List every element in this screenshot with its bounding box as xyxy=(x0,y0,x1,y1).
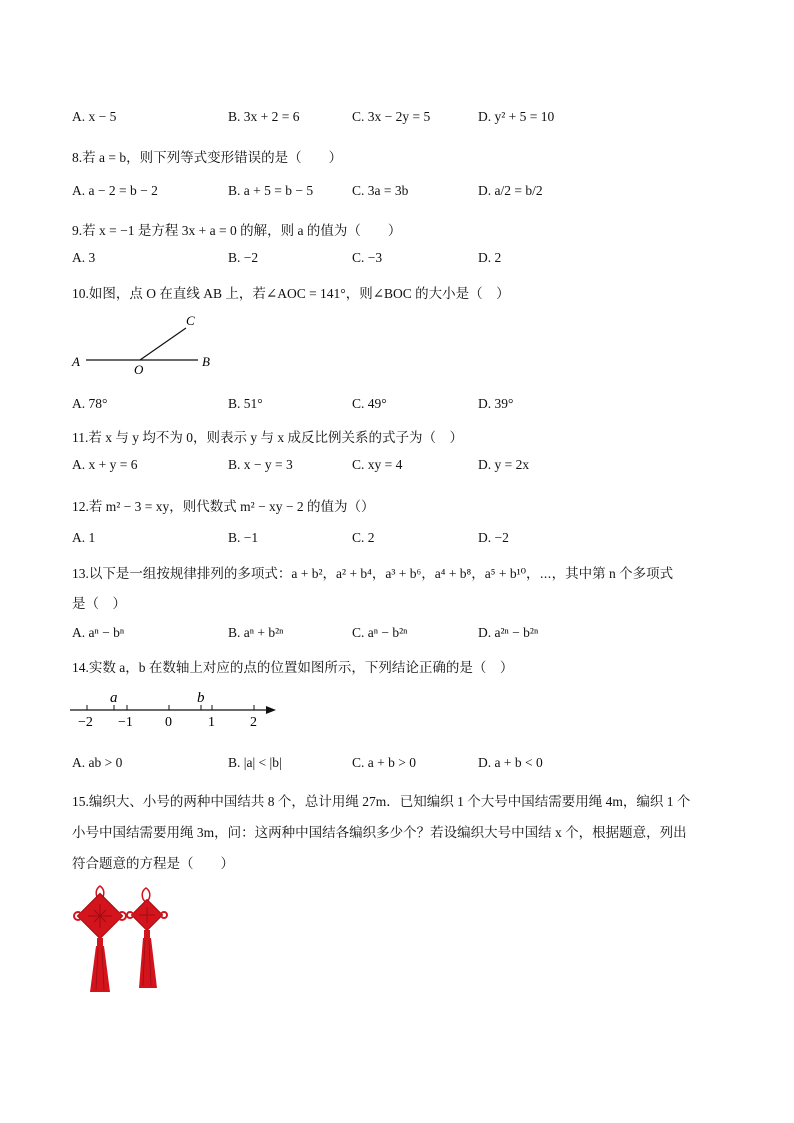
q8-option-b: B. a + 5 = b − 5 xyxy=(228,183,314,198)
q9-stem: 9.若 x = −1 是方程 3x + a = 0 的解，则 a 的值为（ ） xyxy=(72,223,402,238)
point-a-label: a xyxy=(110,690,118,706)
q9-option-c: C. −3 xyxy=(352,250,383,265)
q7-option-a: A. x − 5 xyxy=(72,109,117,124)
tick-label-neg2: −2 xyxy=(78,715,93,730)
label-b: B xyxy=(202,354,210,369)
q8-option-d: D. a/2 = b/2 xyxy=(478,183,543,198)
q7-option-c: C. 3x − 2y = 5 xyxy=(352,109,431,124)
q12-option-b: B. −1 xyxy=(228,530,259,545)
q10-option-c: C. 49° xyxy=(352,396,387,411)
label-o: O xyxy=(134,362,144,377)
q8-option-a: A. a − 2 = b − 2 xyxy=(72,183,158,198)
q11-stem: 11.若 x 与 y 均不为 0，则表示 y 与 x 成反比例关系的式子为（ ） xyxy=(72,430,463,445)
q13-option-a: A. aⁿ − bⁿ xyxy=(72,625,125,640)
q10-angle-figure xyxy=(66,310,226,380)
q11-option-b: B. x − y = 3 xyxy=(228,457,293,472)
q13-stem-continued: 是（ ） xyxy=(72,596,126,611)
tick-label-0: 0 xyxy=(165,715,172,730)
q11-option-c: C. xy = 4 xyxy=(352,457,403,472)
chinese-knot-image xyxy=(66,880,186,998)
q13-stem: 13.以下是一组按规律排列的多项式：a + b²，a² + b⁴，a³ + b⁶，a⁴ + b⁸，a⁵ + b¹⁰，⋯，其中第 n 个多项式 xyxy=(72,566,674,581)
tick-label-neg1: −1 xyxy=(118,715,133,730)
q10-option-a: A. 78° xyxy=(72,396,108,411)
q15-stem-line1: 15.编织大、小号的两种中国结共 8 个，总计用绳 27m．已知编织 1 个大号中国结需要用绳 4m，编织 1 个 xyxy=(72,794,691,809)
q10-option-d: D. 39° xyxy=(478,396,514,411)
q11-option-d: D. y = 2x xyxy=(478,457,530,472)
q9-option-b: B. −2 xyxy=(228,250,259,265)
q13-option-c: C. aⁿ − b²ⁿ xyxy=(352,625,408,640)
ray-oc xyxy=(140,328,186,360)
label-a: A xyxy=(72,354,80,369)
q14-option-c: C. a + b > 0 xyxy=(352,755,416,770)
q7-option-d: D. y² + 5 = 10 xyxy=(478,109,555,124)
q7-option-b: B. 3x + 2 = 6 xyxy=(228,109,300,124)
label-c: C xyxy=(186,313,195,328)
tick-label-2: 2 xyxy=(250,715,257,730)
q15-stem-line2: 小号中国结需要用绳 3m，问：这两种中国结各编织多少个？若设编织大号中国结 x 个，根据题意，列出 xyxy=(72,825,687,840)
small-knot xyxy=(127,888,167,988)
tick-label-1: 1 xyxy=(208,715,215,730)
q9-option-a: A. 3 xyxy=(72,250,96,265)
axis-arrow xyxy=(266,706,276,714)
q12-option-a: A. 1 xyxy=(72,530,96,545)
q15-stem-line3: 符合题意的方程是（ ） xyxy=(72,856,234,871)
q14-option-a: A. ab > 0 xyxy=(72,755,123,770)
point-b-label: b xyxy=(197,690,205,706)
q13-option-b: B. aⁿ + b²ⁿ xyxy=(228,625,284,640)
q10-option-b: B. 51° xyxy=(228,396,263,411)
q10-stem: 10.如图，点 O 在直线 AB 上，若∠AOC = 141°，则∠BOC 的大小是（ ） xyxy=(72,286,510,301)
q14-number-line xyxy=(66,684,282,734)
large-knot xyxy=(74,886,126,992)
q11-option-a: A. x + y = 6 xyxy=(72,457,138,472)
q8-stem: 8.若 a = b，则下列等式变形错误的是（ ） xyxy=(72,150,343,165)
q14-option-b: B. |a| < |b| xyxy=(228,755,282,770)
q12-stem: 12.若 m² − 3 = xy，则代数式 m² − xy − 2 的值为（） xyxy=(72,499,375,514)
q14-stem: 14.实数 a，b 在数轴上对应的点的位置如图所示，下列结论正确的是（ ） xyxy=(72,660,514,675)
q12-option-d: D. −2 xyxy=(478,530,509,545)
q8-option-c: C. 3a = 3b xyxy=(352,183,409,198)
q13-option-d: D. a²ⁿ − b²ⁿ xyxy=(478,625,539,640)
q14-option-d: D. a + b < 0 xyxy=(478,755,543,770)
q12-option-c: C. 2 xyxy=(352,530,375,545)
q9-option-d: D. 2 xyxy=(478,250,502,265)
